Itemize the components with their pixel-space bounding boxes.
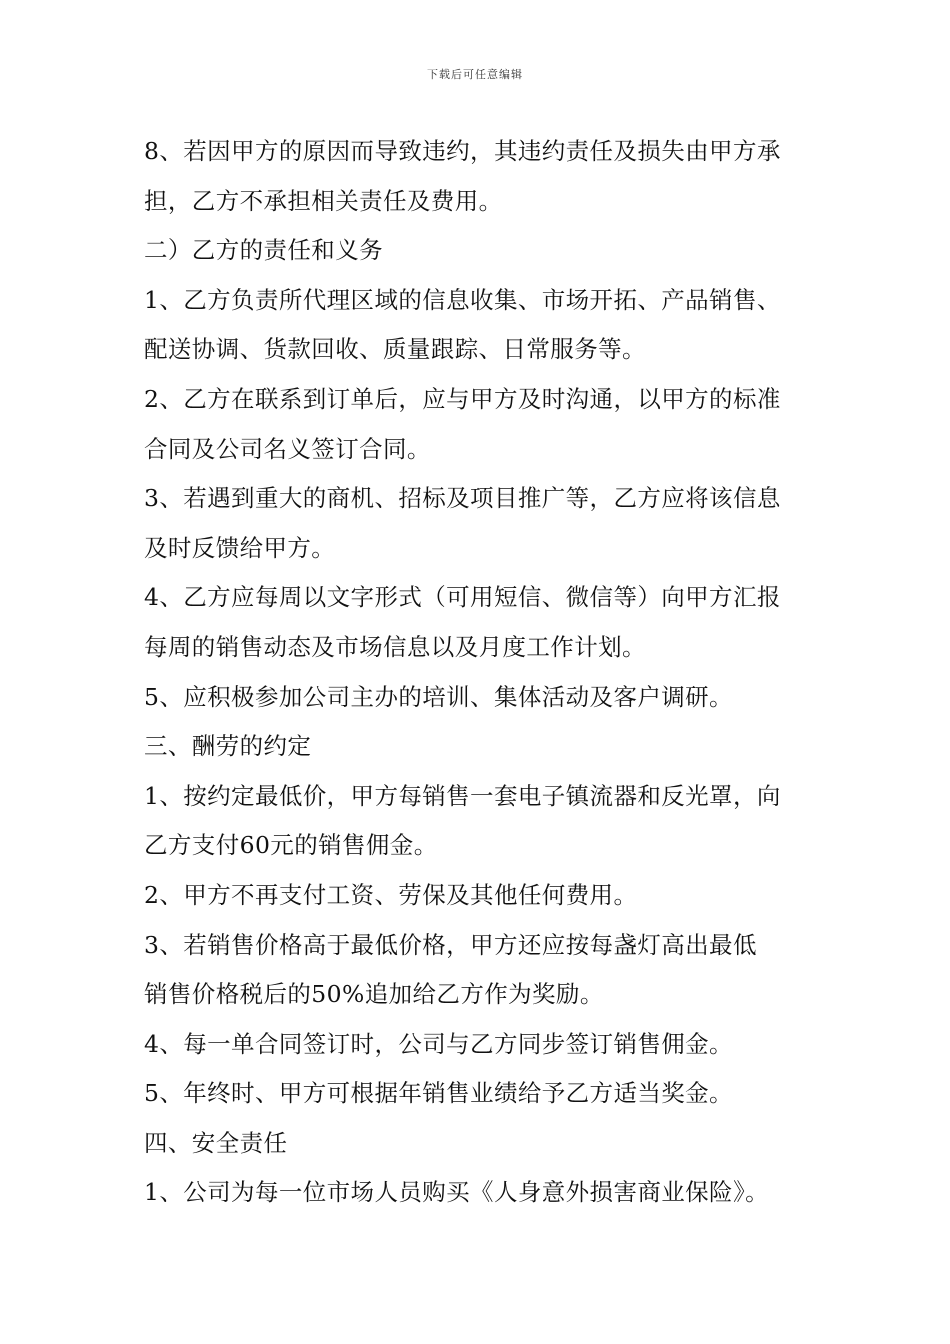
paragraph-line: 每周的销售动态及市场信息以及月度工作计划。	[144, 632, 646, 661]
paragraph-line: 配送协调、货款回收、质量跟踪、日常服务等。	[144, 335, 646, 364]
paragraph-line: 2、乙方在联系到订单后，应与甲方及时沟通，以甲方的标准	[144, 384, 781, 413]
paragraph-line: 1、公司为每一位市场人员购买《人身意外损害商业保险》。	[144, 1178, 770, 1207]
paragraph-line: 1、乙方负责所代理区域的信息收集、市场开拓、产品销售、	[144, 285, 781, 314]
paragraph-line: 8、若因甲方的原因而导致违约，其违约责任及损失由甲方承	[144, 137, 781, 165]
section-heading: 四、安全责任	[144, 1128, 288, 1157]
paragraph-line: 4、乙方应每周以文字形式（可用短信、微信等）向甲方汇报	[144, 583, 781, 612]
section-heading: 二）乙方的责任和义务	[144, 236, 383, 265]
page-header: 下载后可任意编辑	[427, 68, 523, 81]
paragraph-line: 5、应积极参加公司主办的培训、集体活动及客户调研。	[144, 682, 733, 711]
paragraph-line: 销售价格税后的50%追加给乙方作为奖励。	[144, 980, 604, 1009]
paragraph-line: 合同及公司名义签订合同。	[144, 434, 431, 463]
paragraph-line: 1、按约定最低价，甲方每销售一套电子镇流器和反光罩，向	[144, 781, 781, 810]
paragraph-line: 及时反馈给甲方。	[144, 533, 336, 562]
paragraph-line: 3、若销售价格高于最低价格，甲方还应按每盏灯高出最低	[144, 930, 757, 959]
paragraph-line: 乙方支付60元的销售佣金。	[144, 831, 438, 860]
paragraph-line: 2、甲方不再支付工资、劳保及其他任何费用。	[144, 880, 638, 909]
document-body	[144, 132, 814, 1223]
paragraph-line: 4、每一单合同签订时，公司与乙方同步签订销售佣金。	[144, 1029, 733, 1058]
paragraph-line: 担，乙方不承担相关责任及费用。	[144, 186, 503, 215]
paragraph-line: 5、年终时、甲方可根据年销售业绩给予乙方适当奖金。	[144, 1079, 733, 1108]
section-heading: 三、酬劳的约定	[144, 732, 312, 761]
paragraph-line: 3、若遇到重大的商机、招标及项目推广等，乙方应将该信息	[144, 484, 781, 513]
